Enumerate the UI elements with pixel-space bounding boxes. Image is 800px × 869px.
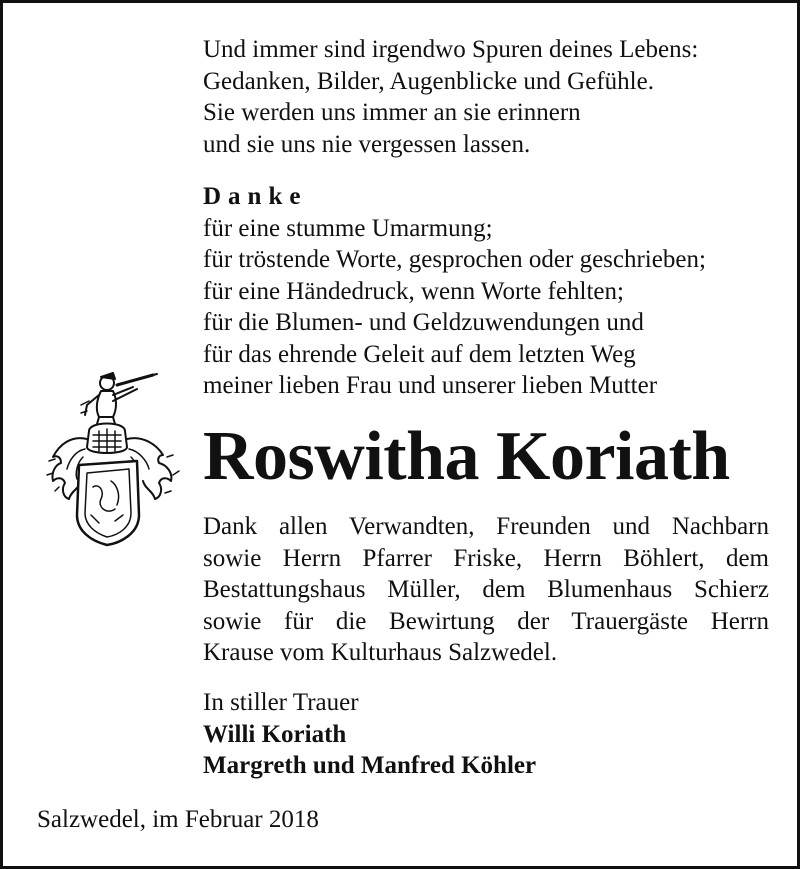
danke-block — [203, 181, 706, 402]
place-date: Salzwedel, im Februar 2018 — [37, 806, 319, 833]
thanks-line: Krause vom Kulturhaus Salzwedel. — [203, 639, 558, 666]
thanks-block — [203, 511, 769, 669]
mourner-name: Willi Koriath — [203, 720, 347, 748]
poem-line: Gedanken, Bilder, Augenblicke und Gefühle. — [203, 67, 654, 95]
thanks-line: sowie Herrn Pfarrer Friske, Herrn Böhlert, dem — [203, 544, 769, 572]
poem-block — [203, 34, 698, 160]
danke-line: für die Blumen- und Geldzuwendungen und — [203, 309, 644, 336]
danke-line: für das ehrende Geleit auf dem letzten Weg — [203, 340, 636, 368]
poem-line: Sie werden uns immer an sie erinnern — [203, 99, 581, 126]
mourners-intro: In stiller Trauer — [203, 689, 359, 716]
danke-line: meiner lieben Frau und unserer lieben Mutter — [203, 372, 658, 399]
mourner-name: Margreth und Manfred Köhler — [203, 752, 537, 779]
coat-of-arms-icon — [41, 365, 183, 549]
thanks-line: sowie für die Bewirtung der Trauergäste Herrn — [203, 607, 769, 635]
mourners-block — [203, 687, 536, 782]
danke-line: für tröstende Worte, gesprochen oder geschrieben; — [203, 246, 706, 273]
poem-line: Und immer sind irgendwo Spuren deines Lebens: — [203, 36, 699, 63]
deceased-name: Roswitha Koriath — [203, 418, 730, 495]
thanks-line: Bestattungshaus Müller, dem Blumenhaus Schierz — [203, 576, 769, 603]
danke-heading: Danke — [203, 183, 308, 210]
thanks-line: Dank allen Verwandten, Freunden und Nachbarn — [203, 513, 769, 540]
danke-line: für eine Händedruck, wenn Worte fehlten; — [203, 277, 624, 305]
danke-line: für eine stumme Umarmung; — [203, 214, 493, 242]
poem-line: und sie uns nie vergessen lassen. — [203, 130, 531, 158]
